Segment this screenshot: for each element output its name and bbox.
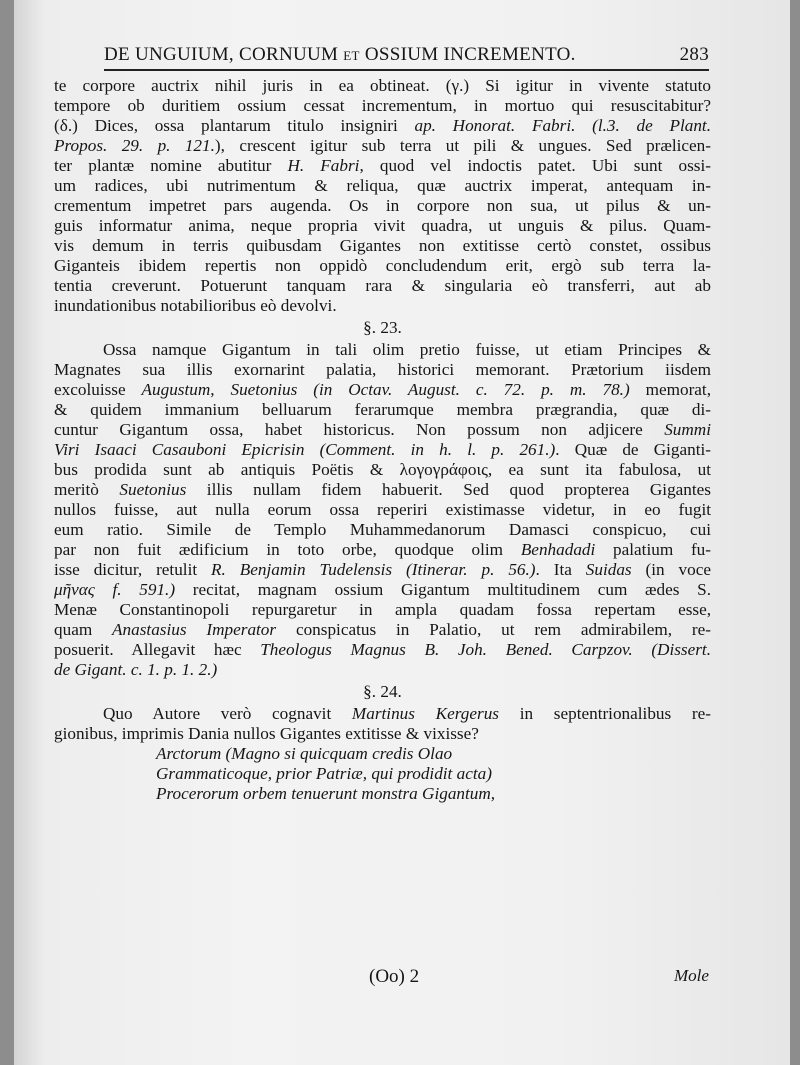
text-line: te corpore auctrix nihil juris in ea obtineat. (γ.) Si igitur in vivente statuto: [54, 76, 711, 95]
verse-line: Procerorum orbem tenuerunt monstra Gigantum,: [156, 784, 496, 803]
verse-line: Grammaticoque, prior Patriæ, qui prodidit acta): [156, 764, 492, 783]
text-line: (δ.) Dices, ossa plantarum titulo insigniri ap. Honorat. Fabri. (l.3. de Plant.: [54, 116, 711, 135]
body-text: [54, 76, 711, 804]
text-line: cuntur Gigantum ossa, habet historicus. Non possum non adjicere Summi: [54, 420, 711, 439]
text-line: ter plantæ nomine abutitur H. Fabri, quod vel indoctis patet. Ubi sunt ossi-: [54, 156, 711, 175]
text-line: Giganteis ibidem repertis non oppidò concludendum erit, ergò sub terra la-: [54, 256, 711, 275]
text-line: & quidem immanium belluarum ferarumque membra prægrandia, quæ di-: [54, 400, 711, 419]
text-line: gionibus, imprimis Dania nullos Gigantes extitisse & vixisse?: [54, 724, 479, 743]
text-line: quam Anastasius Imperator conspicatus in Palatio, ut rem admirabilem, re-: [54, 620, 711, 639]
text-line: posuerit. Allegavit hæc Theologus Magnus B. Joh. Bened. Carpzov. (Dissert.: [54, 640, 711, 659]
section-heading: §. 24.: [363, 682, 402, 701]
text-line: Quo Autore verò cognavit Martinus Kergerus in septentrionalibus re-: [103, 704, 711, 723]
text-line: guis informatur anima, neque propria vivit quadra, ut unguis & pilus. Quam-: [54, 216, 711, 235]
text-line: tentia creverunt. Potuerunt tanquam rara & singularia eò transferri, aut ab: [54, 276, 711, 295]
signature-mark: (Oo) 2: [369, 966, 420, 987]
text-line: um radices, ubi nutrimentum & reliqua, quæ auctrix imperat, antequam in-: [54, 176, 711, 195]
running-head-title-b: ET: [343, 48, 360, 63]
text-line: crementum impetret pars augenda. Os in corpore non sua, ut pilus & un-: [54, 196, 711, 215]
text-line: Menæ Constantinopoli repurgaretur in ampla quadam fossa repertam esse,: [54, 600, 711, 619]
text-line: Magnates sua illis exornarint palatia, historici memorant. Prætorium iisdem: [54, 360, 711, 379]
text-line: Ossa namque Gigantum in tali olim pretio fuisse, ut etiam Principes &: [103, 340, 711, 359]
page-number: 283: [679, 44, 709, 65]
text-line: meritò Suetonius illis nullam fidem habuerit. Sed quod propterea Gigantes: [54, 480, 711, 499]
text-line: Viri Isaaci Casauboni Epicrisin (Comment. in h. l. p. 261.). Quæ de Giganti-: [54, 440, 711, 459]
book-page: [14, 0, 790, 1065]
text-line: par non fuit ædificium in toto orbe, quodque olim Benhadadi palatium fu-: [54, 540, 711, 559]
running-head: [104, 44, 709, 66]
text-line: de Gigant. c. 1. p. 1. 2.): [54, 660, 218, 679]
text-line: Propos. 29. p. 121.), crescent igitur sub terra ut pili & ungues. Sed prælicen-: [54, 136, 711, 155]
text-line: isse dicitur, retulit R. Benjamin Tudelensis (Itinerar. p. 56.). Ita Suidas (in voce: [54, 560, 711, 579]
verse-line: Arctorum (Magno si quicquam credis Olao: [156, 744, 453, 763]
header-rule: [104, 69, 709, 71]
text-line: excoluisse Augustum, Suetonius (in Octav. August. c. 72. p. m. 78.) memorat,: [54, 380, 711, 399]
text-line: eum ratio. Simile de Templo Muhammedanorum Damasci conspicuo, cui: [54, 520, 711, 539]
text-line: vis demum in terris quibusdam Gigantes non extitisse certò constet, ossibus: [54, 236, 711, 255]
section-heading: §. 23.: [363, 318, 402, 337]
running-head-title-c: OSSIUM INCREMENTO.: [359, 44, 576, 65]
text-line: bus prodida sunt ab antiquis Poëtis & λογογράφοις, ea sunt ita fabulosa, ut: [54, 460, 711, 479]
text-line: inundationibus notabilioribus eò devolvi.: [54, 296, 337, 315]
catchword: Mole: [674, 966, 709, 985]
text-line: tempore ob duritiem ossium cessat incrementum, in mortuo qui resuscitabitur?: [54, 96, 711, 115]
text-line: nullos fuisse, aut nulla eorum ossa reperiri existimasse videtur, in eo fugit: [54, 500, 711, 519]
text-line: μῆνας f. 591.) recitat, magnam ossium Gigantum multitudinem cum ædes S.: [54, 580, 711, 599]
running-head-title-a: DE UNGUIUM, CORNUUM: [104, 44, 344, 65]
